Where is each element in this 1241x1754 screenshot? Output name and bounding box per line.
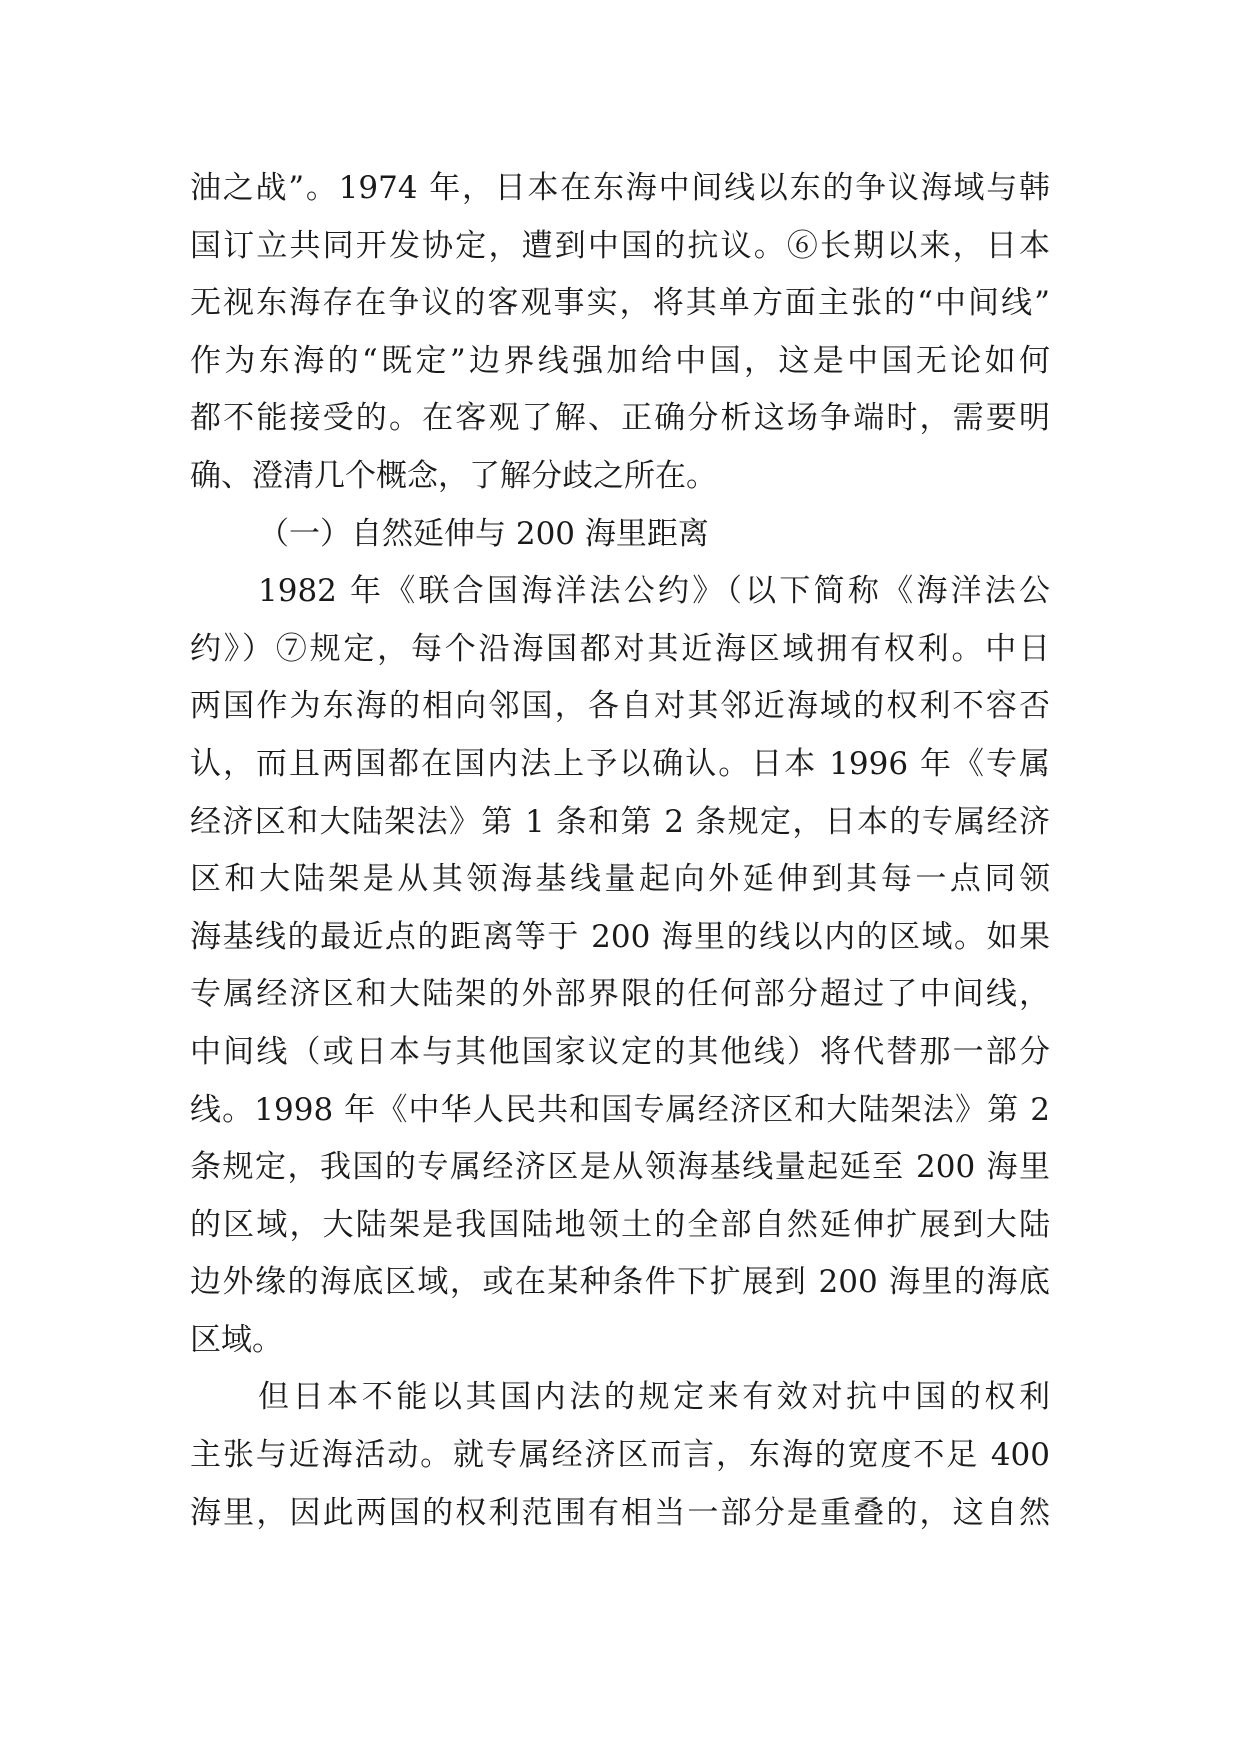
text-line: 专属经济区和大陆架的外部界限的任何部分超过了中间线，: [190, 976, 1050, 1013]
paragraph: [190, 160, 1050, 506]
text-line: 认，而且两国都在国内法上予以确认。日本 1996 年《专属: [190, 745, 1050, 782]
text-line: 油之战”。1974 年，日本在东海中间线以东的争议海域与韩: [190, 170, 1050, 206]
text-line: 约》）⑦规定，每个沿海国都对其近海区域拥有权利。中日: [190, 630, 1050, 667]
text-line: 国订立共同开发协定，遭到中国的抗议。⑥长期以来，日本: [190, 227, 1050, 264]
text-line: 中间线（或日本与其他国家议定的其他线）将代替那一部分: [190, 1033, 1050, 1070]
text-line: 条规定，我国的专属经济区是从领海基线量起延至 200 海里: [190, 1149, 1050, 1186]
text-line: 区域。: [190, 1321, 283, 1358]
text-line: 无视东海存在争议的客观事实，将其单方面主张的“中间线”: [190, 285, 1050, 322]
text-line: 海基线的最近点的距离等于 200 海里的线以内的区域。如果: [190, 918, 1050, 955]
text-line: 确、澄清几个概念，了解分歧之所在。: [190, 457, 717, 494]
text-line: 但日本不能以其国内法的规定来有效对抗中国的权利: [258, 1379, 1050, 1416]
text-line: 两国作为东海的相向邻国，各自对其邻近海域的权利不容否: [190, 688, 1050, 725]
text-line: 的区域，大陆架是我国陆地领土的全部自然延伸扩展到大陆: [190, 1206, 1050, 1243]
paragraph: [190, 1369, 1050, 1542]
text-line: 1982 年《联合国海洋法公约》（以下简称《海洋法公: [258, 573, 1050, 610]
text-line: 经济区和大陆架法》第 1 条和第 2 条规定，日本的专属经济: [190, 803, 1050, 840]
text-line: 海里，因此两国的权利范围有相当一部分是重叠的，这自然: [190, 1494, 1050, 1531]
text-line: 都不能接受的。在客观了解、正确分析这场争端时，需要明: [190, 400, 1050, 437]
text-line: 边外缘的海底区域，或在某种条件下扩展到 200 海里的海底: [190, 1264, 1050, 1301]
body-text: [190, 160, 1050, 1542]
section-heading: （一）自然延伸与 200 海里距离: [258, 515, 709, 552]
text-line: 区和大陆架是从其领海基线量起向外延伸到其每一点同领: [190, 861, 1050, 898]
paragraph: [190, 563, 1050, 1369]
text-line: 作为东海的“既定”边界线强加给中国，这是中国无论如何: [190, 342, 1050, 379]
text-line: 线。1998 年《中华人民共和国专属经济区和大陆架法》第 2: [190, 1091, 1050, 1128]
text-line: 主张与近海活动。就专属经济区而言，东海的宽度不足 400: [190, 1437, 1050, 1474]
